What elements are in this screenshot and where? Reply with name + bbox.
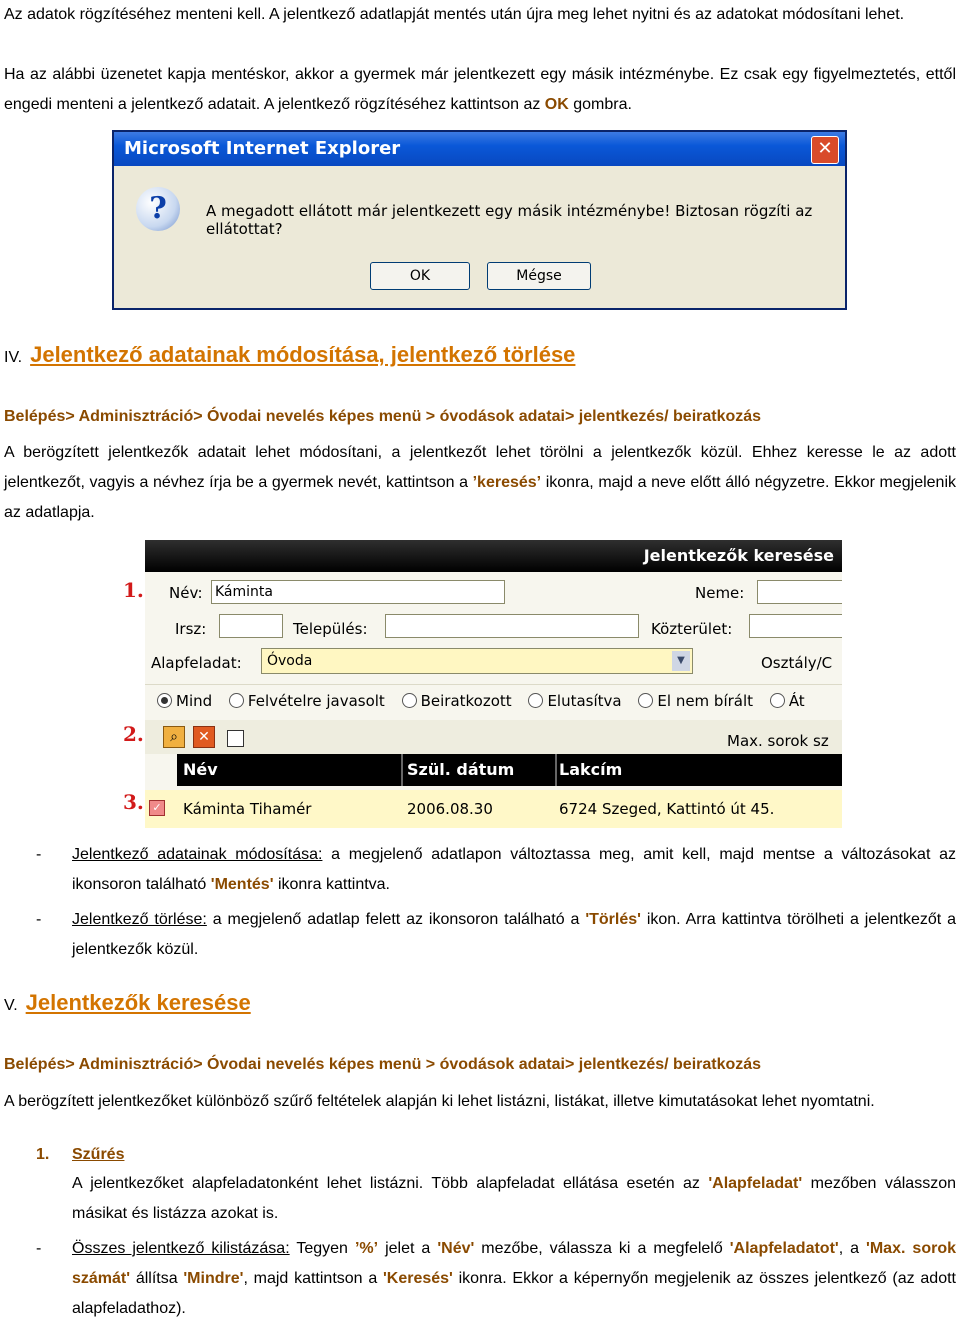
radio-icon [638, 693, 653, 708]
radio-label: Beiratkozott [420, 692, 512, 710]
radio-mind[interactable] [157, 692, 212, 710]
intro-text-a: Ha az alábbi üzenetet kapja mentéskor, akkor a gyermek már jelentkezett egy másik intézménybe. Ez csak egy figyelmeztetés, ettől engedi menteni a jelentkező adatait. A jelentkező rögzítéséhez kattintson az [4, 66, 956, 113]
step-number-3: 3. [123, 790, 144, 814]
nev-input[interactable]: Káminta [211, 580, 505, 604]
alapfeladat-label: Alapfeladat: [151, 654, 242, 672]
radio-label: Elutasítva [547, 692, 622, 710]
intro-paragraph-2 [4, 60, 956, 120]
results-table-header [177, 754, 842, 786]
bullet-text: a megjelenő adatlapon változtassa meg, amit kell, majd mentse a változásokat az ikonsoron található [72, 846, 956, 893]
ok-button[interactable]: OK [370, 262, 470, 290]
close-icon[interactable]: ✕ [811, 136, 839, 164]
status-radio-group [157, 692, 805, 710]
bullet-dash: - [36, 846, 42, 863]
bullet-osszes [72, 1234, 956, 1324]
mindre-word: 'Mindre' [183, 1270, 244, 1287]
nev-label: Név: [169, 584, 203, 602]
section-4-path: Belépés> Adminisztráció> Óvodai nevelés képes menü > óvodások adatai> jelentkezés/ beiratkozás [4, 408, 762, 425]
dialog-title: Microsoft Internet Explorer [124, 138, 401, 159]
kereses-word: 'Keresés' [382, 1270, 453, 1287]
radio-label: Mind [176, 692, 213, 710]
col-divider [555, 754, 557, 786]
bullet-text: jelet a [378, 1240, 438, 1257]
bullet-text: ikonra kattintva. [273, 876, 390, 893]
form-divider [145, 684, 842, 685]
dialog-message: A megadott ellátott már jelentkezett egy másik intézménybe! Biztosan rögzíti az ellátottat? [206, 202, 813, 238]
section-4-kereses-word: ’keresés’ [472, 474, 542, 491]
row-checkbox-icon[interactable]: ✓ [149, 800, 165, 816]
ie-confirm-dialog [112, 130, 847, 310]
max-rows-label: Max. sorok sz [727, 732, 829, 750]
torles-word: 'Törlés' [585, 911, 641, 928]
alapfeladat-select[interactable] [261, 648, 693, 674]
radio-label: El nem bírált [657, 692, 754, 710]
chevron-down-icon[interactable]: ▼ [672, 651, 690, 671]
item-title-szures: Szűrés [72, 1146, 125, 1163]
bullet-text: ikon. Arra kattintva törölheti a jelentkezőt a jelentkezők közül. [72, 911, 957, 958]
telepules-label: Település: [293, 620, 368, 638]
select-all-checkbox[interactable] [227, 730, 244, 747]
radio-icon [229, 693, 244, 708]
item-text: A jelentkezőket alapfeladatonként lehet listázni. Több alapfeladat ellátása esetén az [72, 1175, 709, 1192]
alapfeladatot-word: 'Alapfeladatot' [729, 1240, 839, 1257]
row-nev: Káminta Tihamér [183, 800, 312, 818]
question-icon: ? [136, 187, 180, 231]
radio-label: Át [788, 692, 805, 710]
section-5-path: Belépés> Adminisztráció> Óvodai nevelés képes menü > óvodások adatai> jelentkezés/ beiratkozás [4, 1056, 762, 1073]
bullet-text: , majd kattintson a [243, 1270, 383, 1287]
irsz-label: Irsz: [175, 620, 207, 638]
bullet-modositas-title: Jelentkező adatainak módosítása: [72, 846, 323, 863]
bullet-torles [72, 905, 956, 965]
clear-icon[interactable]: ✕ [193, 726, 215, 748]
radio-icon [528, 693, 543, 708]
bullet-modositas [72, 840, 956, 900]
section-5-heading [4, 990, 251, 1016]
cancel-button[interactable]: Mégse [487, 262, 591, 290]
search-form-header: Jelentkezők keresése [145, 540, 842, 572]
radio-icon [157, 693, 172, 708]
intro-text-b: gombra. [568, 96, 632, 113]
intro-ok-word: OK [544, 96, 569, 113]
radio-icon [402, 693, 417, 708]
section-5-body: A berögzített jelentkezőket különböző szűrő feltételek alapján ki lehet listázni, listákat, illetve kimutatásokat lehet nyomtatni. [4, 1093, 875, 1110]
row-szul: 2006.08.30 [407, 800, 493, 818]
mentes-word: 'Mentés' [210, 876, 274, 893]
section-4-heading [4, 342, 575, 368]
bullet-dash: - [36, 911, 42, 928]
telepules-input[interactable] [385, 614, 639, 638]
row-lakcim: 6724 Szeged, Kattintó út 45. [559, 800, 775, 818]
item-text: mezőben válasszon másikat és listázza azokat is. [72, 1175, 956, 1222]
radio-label: Felvételre javasolt [247, 692, 385, 710]
search-form-screenshot [145, 540, 842, 828]
bullet-torles-title: Jelentkező törlése: [72, 911, 207, 928]
radio-felveltelre[interactable] [229, 692, 385, 710]
section-4-body-b: ikonra, majd a neve előtt álló négyzetre. Ekkor megjelenik az adatlapja. [4, 474, 957, 521]
radio-icon [770, 693, 785, 708]
bullet-dash: - [36, 1240, 42, 1257]
radio-el-nem-biralt[interactable] [638, 692, 753, 710]
kozterulet-label: Közterület: [651, 620, 733, 638]
dialog-title-bar [114, 132, 845, 166]
radio-at[interactable] [770, 692, 805, 710]
bullet-text: ikonra. Ekkor a képernyőn megjelenik az összes jelentkező (az adott alapfeladathoz). [72, 1270, 956, 1317]
neme-label: Neme: [695, 584, 745, 602]
alapfeladat-value: Óvoda [267, 653, 313, 669]
col-divider [401, 754, 403, 786]
section-5-numeral: V. [4, 997, 18, 1014]
radio-elutasitva[interactable] [528, 692, 621, 710]
item-szures-body [72, 1169, 956, 1229]
percent-word: ’%’ [354, 1240, 379, 1257]
bullet-text: mezőbe, válassza ki a megfelelő [474, 1240, 730, 1257]
bullet-text: állítsa [130, 1270, 184, 1287]
bullet-osszes-title: Összes jelentkező kilistázása: [72, 1240, 290, 1257]
alapfeladat-word: 'Alapfeladat' [708, 1175, 803, 1192]
col-header-lakcim: Lakcím [559, 760, 623, 779]
section-4-body [4, 438, 956, 528]
bullet-text: a megjelenő adatlap felett az ikonsoron található a [206, 911, 586, 928]
col-header-nev: Név [183, 760, 218, 779]
section-4-body-a: A berögzített jelentkezők adatait lehet módosítani, a jelentkezőt lehet törölni a jelentkezők közül. Ehhez keresse le az adott jelentkezőt, vagyis a névhez írja be a gyermek nevét, kattintson a [4, 444, 956, 491]
nev-word: 'Név' [437, 1240, 475, 1257]
section-4-title: Jelentkező adatainak módosítása, jelentkező törlése [30, 342, 576, 367]
neme-input[interactable] [757, 580, 842, 604]
table-row[interactable] [145, 790, 842, 828]
bullet-text: Tegyen [289, 1240, 355, 1257]
max-sorok-word: 'Max. sorok számát' [72, 1240, 956, 1287]
radio-beiratkozott[interactable] [402, 692, 512, 710]
osztaly-label: Osztály/C [761, 654, 833, 672]
kozterulet-input[interactable] [749, 614, 842, 638]
search-icon[interactable]: ⌕ [163, 726, 185, 748]
irsz-input[interactable] [219, 614, 283, 638]
step-number-1: 1. [123, 578, 144, 602]
step-number-2: 2. [123, 722, 144, 746]
item-number: 1. [36, 1146, 50, 1163]
bullet-text: , a [838, 1240, 867, 1257]
col-header-szul: Szül. dátum [407, 760, 515, 779]
section-4-numeral: IV. [4, 349, 23, 366]
intro-paragraph-1: Az adatok rögzítéséhez menteni kell. A jelentkező adatlapját mentés után újra meg lehet nyitni és az adatokat módosítani lehet. [4, 6, 905, 23]
section-5-title: Jelentkezők keresése [25, 990, 251, 1015]
